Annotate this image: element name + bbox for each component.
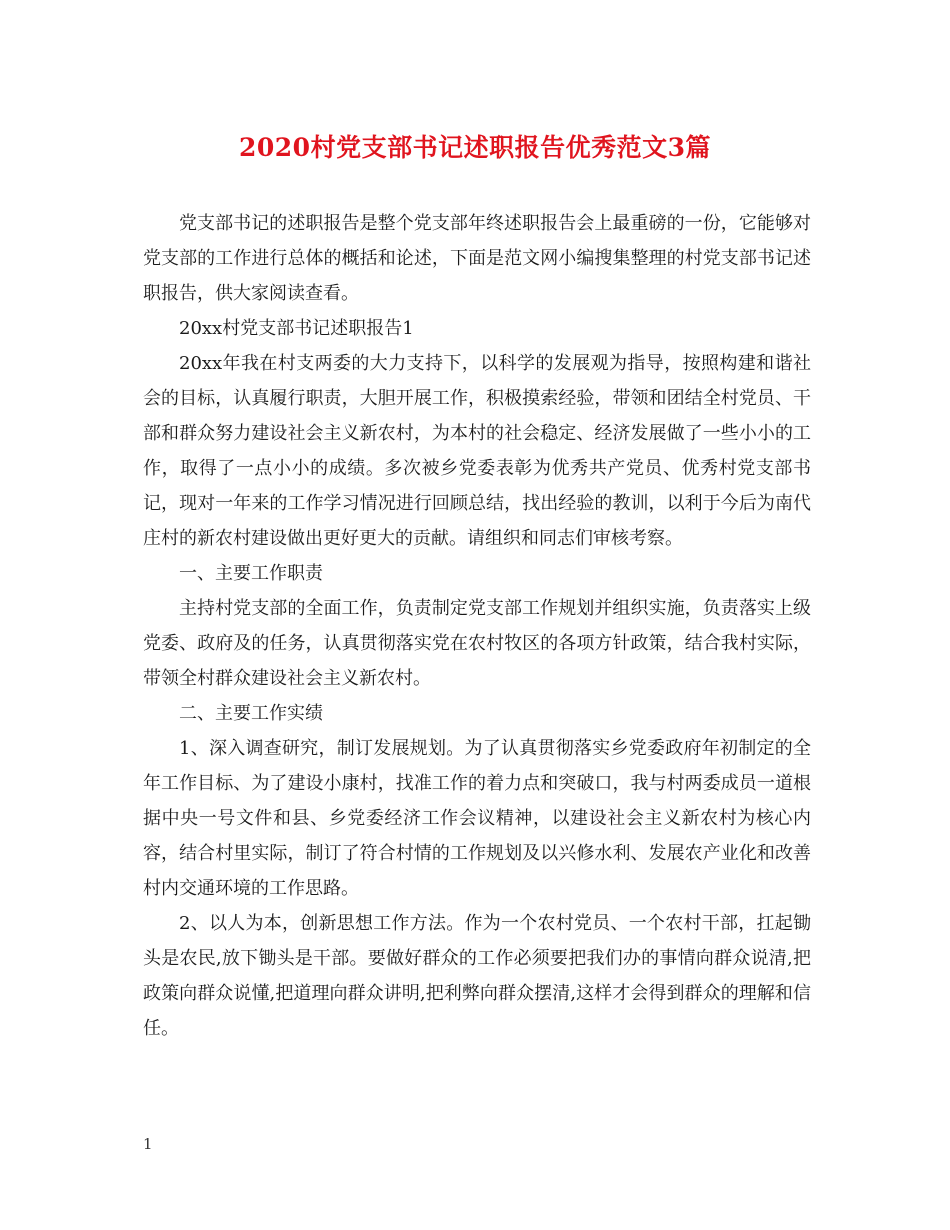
report-paragraph: 20xx年我在村支两委的大力支持下，以科学的发展观为指导，按照构建和谐社会的目标，认真履行职责，大胆开展工作，积极摸索经验，带领和团结全村党员、干部和群众努力建设社会主义新农村，为本村的社会稳定、经济发展做了一些小小的工作，取得了一点小小的成绩。多次被乡党委表彰为优秀共产党员、优秀村党支部书记，现对一年来的工作学习情况进行回顾总结，找出经验的教训，以利于今后为南代庄村的新农村建设做出更好更大的贡献。请组织和同志们审核考察。 <box>143 353 811 549</box>
intro-paragraph: 党支部书记的述职报告是整个党支部年终述职报告会上最重磅的一份，它能够对党支部的工作进行总体的概括和论述，下面是范文网小编搜集整理的村党支部书记述职报告，供大家阅读查看。 <box>143 213 811 304</box>
page-number: 1 <box>143 1135 153 1153</box>
section-heading-duties: 一、主要工作职责 <box>179 563 323 584</box>
achievement-paragraph: 1、深入调查研究，制订发展规划。为了认真贯彻落实乡党委政府年初制定的全年工作目标、为了建设小康村，找准工作的着力点和突破口，我与村两委成员一道根据中央一号文件和县、乡党委经济工作会议精神，以建设社会主义新农村为核心内容，结合村里实际，制订了符合村情的工作规划及以兴修水利、发展农产业化和改善村内交通环境的工作思路。 <box>143 738 811 899</box>
report-heading: 20xx村党支部书记述职报告1 <box>179 318 414 339</box>
document-body <box>143 206 811 1046</box>
duties-paragraph: 主持村党支部的全面工作，负责制定党支部工作规划并组织实施，负责落实上级党委、政府及的任务，认真贯彻落实党在农村牧区的各项方针政策，结合我村实际，带领全村群众建设社会主义新农村。 <box>143 598 811 689</box>
document-title: 2020村党支部书记述职报告优秀范文3篇 <box>239 133 711 162</box>
achievement-paragraph: 2、以人为本，创新思想工作方法。作为一个农村党员、一个农村干部，扛起锄头是农民,放下锄头是干部。要做好群众的工作必须要把我们办的事情向群众说清,把政策向群众说懂,把道理向群众讲明,把利弊向群众摆清,这样才会得到群众的理解和信任。 <box>143 913 811 1039</box>
section-heading-achievements: 二、主要工作实绩 <box>179 703 323 724</box>
